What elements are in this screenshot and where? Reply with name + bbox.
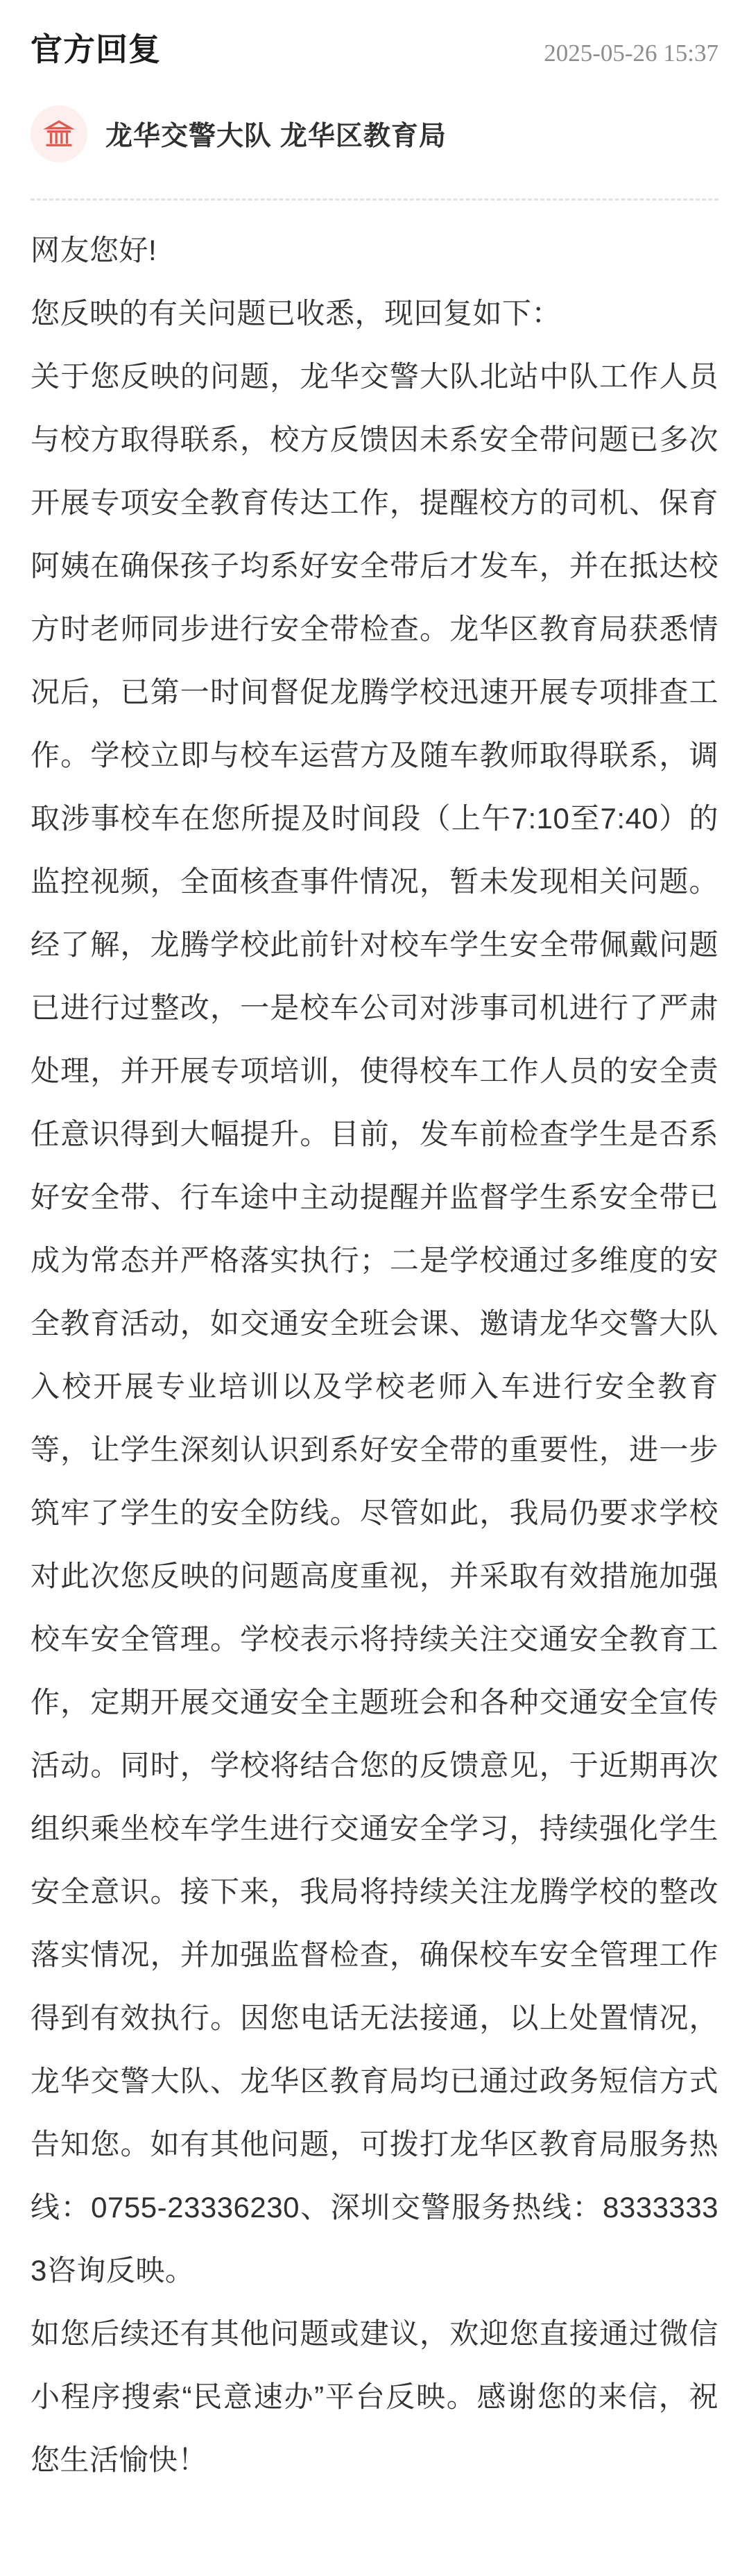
- reply-paragraph-closing: 如您后续还有其他问题或建议，欢迎您直接通过微信小程序搜索“民意速办”平台反映。感谢您的来信，祝您生活愉快！: [31, 2317, 718, 2476]
- reply-paragraph-main: 关于您反映的问题，龙华交警大队北站中队工作人员与校方取得联系，校方反馈因未系安全带问题已多次开展专项安全教育传达工作，提醒校方的司机、保育阿姨在确保孩子均系好安全带后才发车，并在抵达校方时老师同步进行安全带检查。龙华区教育局获悉情况后，已第一时间督促龙腾学校迅速开展专项排查工作。学校立即与校车运营方及随车教师取得联系，调取涉事校车在您所提及时间段（上午7:10至7:40）的监控视频，全面核查事件情况，暂未发现相关问题。经了解，龙腾学校此前针对校车学生安全带佩戴问题已进行过整改，一是校车公司对涉事司机进行了严肃处理，并开展专项培训，使得校车工作人员的安全责任意识得到大幅提升。目前，发车前检查学生是否系好安全带、行车途中主动提醒并监督学生系安全带已成为常态并严格落实执行；二是学校通过多维度的安全教育活动，如交通安全班会课、邀请龙华交警大队入校开展专业培训以及学校老师入车进行安全教育等，让学生深刻认识到系好安全带的重要性，进一步筑牢了学生的安全防线。尽管如此，我局仍要求学校对此次您反映的问题高度重视，并采取有效措施加强校车安全管理。学校表示将持续关注交通安全教育工作，定期开展交通安全主题班会和各种交通安全宣传活动。同时，学校将结合您的反馈意见，于近期再次组织乘坐校车学生进行交通安全学习，持续强化学生安全意识。接下来，我局将持续关注龙腾学校的整改落实情况，并加强监督检查，确保校车安全管理工作得到有效执行。因您电话无法接通，以上处置情况，龙华交警大队、龙华区教育局均已通过政务短信方式告知您。如有其他问题，可拨打龙华区教育局服务热线：0755-23336230、深圳交警服务热线：83333333咨询反映。: [31, 360, 718, 2287]
- page-title: 官方回复: [31, 31, 161, 67]
- government-building-icon: [43, 118, 75, 150]
- agency-row: [31, 105, 718, 162]
- agency-name: 龙华交警大队 龙华区教育局: [105, 121, 447, 151]
- reply-paragraph-greeting: 网友您好!: [31, 234, 157, 266]
- reply-timestamp: 2025-05-26 15:37: [544, 40, 718, 67]
- reply-paragraph-intro: 您反映的有关问题已收悉，现回复如下：: [31, 297, 562, 330]
- reply-body: [31, 219, 718, 2491]
- reply-header: [31, 29, 718, 69]
- agency-avatar: [31, 105, 87, 162]
- dashed-divider: [31, 198, 718, 201]
